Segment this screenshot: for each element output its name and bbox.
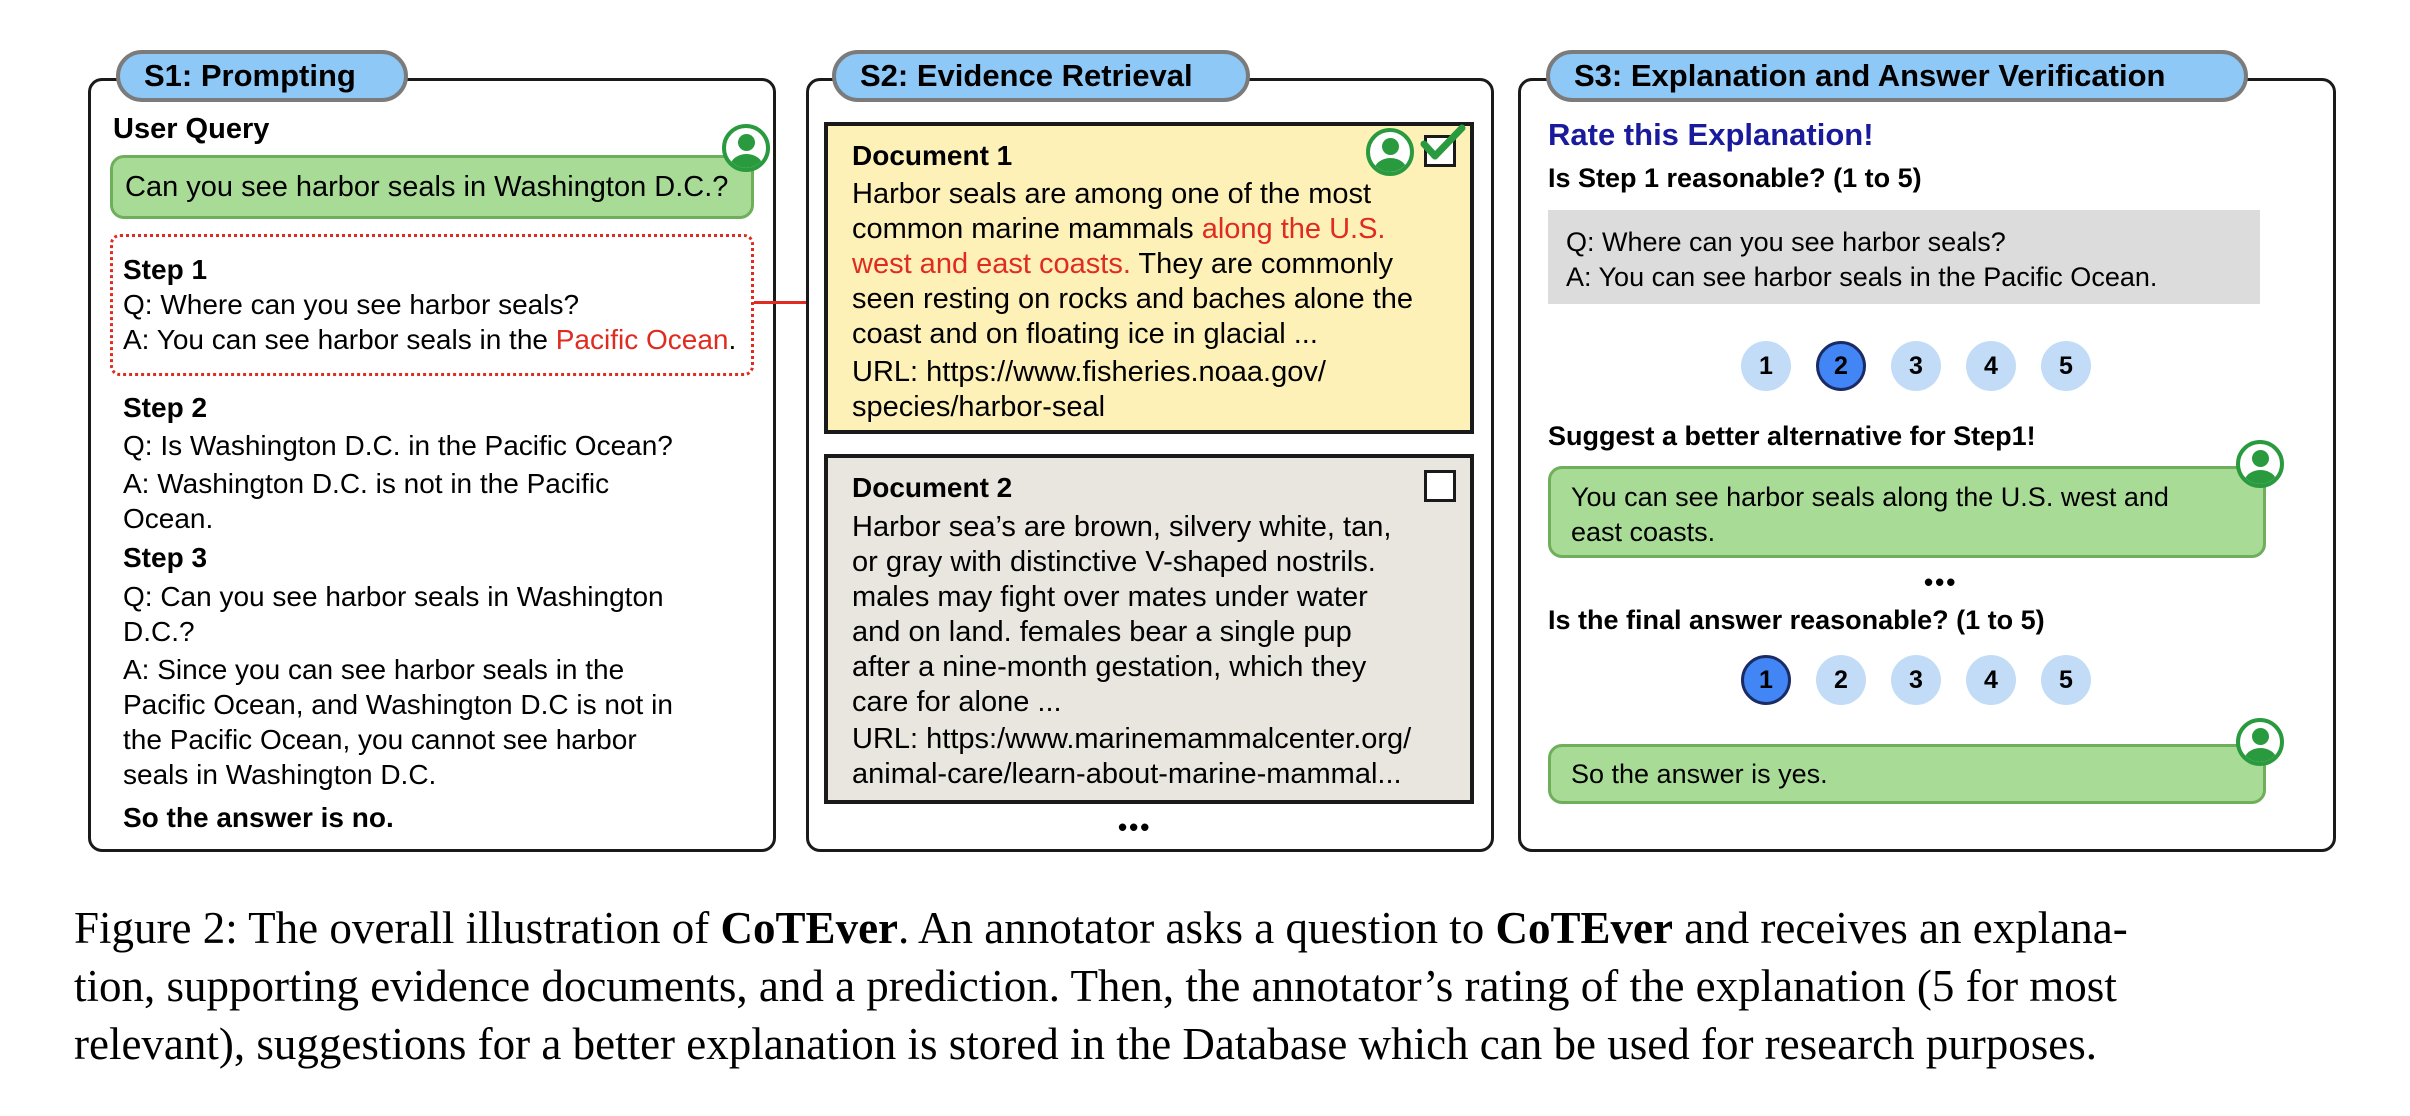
step3-answer-line: the Pacific Ocean, you cannot see harbor [123, 724, 637, 755]
caption-bold-term: CoTEver [720, 903, 899, 953]
user-query-label: User Query [113, 113, 270, 145]
answer-text: So the answer is yes. [1571, 759, 1828, 789]
suggestion-input[interactable] [1548, 466, 2266, 558]
document-1-line [852, 317, 1318, 352]
step1-answer [123, 322, 736, 357]
checkmark-icon [1420, 124, 1466, 164]
doc1-text: coast and on floating ice in glacial ... [852, 318, 1318, 350]
document-2-line: and on land. females bear a single pup [852, 616, 1352, 648]
user-avatar-icon [2236, 718, 2284, 766]
document-1-line [852, 212, 1385, 247]
step1-title: Step 1 [123, 254, 208, 285]
figure-caption-line: tion, supporting evidence documents, and a prediction. Then, the annotator’s rating of the explanation (5 for most [74, 961, 2117, 1011]
more-steps-ellipsis: ••• [1924, 567, 1958, 597]
step1-explanation-line: Q: Where can you see harbor seals? [1566, 227, 2006, 257]
document-2-line: males may fight over mates under water [852, 581, 1368, 613]
rating-option-2[interactable]: 2 [1816, 655, 1866, 705]
document-2-line: or gray with distinctive V-shaped nostrils. [852, 546, 1376, 578]
doc1-text: They are commonly [1130, 248, 1394, 280]
doc1-text: Harbor seals are among one of the most [852, 178, 1372, 210]
rating-option-1[interactable]: 1 [1741, 655, 1791, 705]
caption-text: Figure 2: The overall illustration of [74, 903, 721, 953]
rating-option-3[interactable]: 3 [1891, 341, 1941, 391]
step2-answer-line: A: Washington D.C. is not in the Pacific [123, 468, 610, 499]
caption-text: and receives an explana- [1672, 903, 2128, 953]
rating-option-1[interactable]: 1 [1741, 341, 1791, 391]
user-avatar-icon [1366, 128, 1414, 176]
step3-answer-line: Pacific Ocean, and Washington D.C is not in [123, 689, 673, 720]
step1-rating-question: Is Step 1 reasonable? (1 to 5) [1548, 163, 1922, 193]
document-2-title: Document 2 [852, 472, 1013, 503]
rating-option-3[interactable]: 3 [1891, 655, 1941, 705]
user-query-box [110, 155, 754, 219]
document-1-url[interactable] [852, 390, 1105, 425]
doc1-text: URL: https://www.fisheries.noaa.gov/ [852, 356, 1326, 388]
step2-title: Step 2 [123, 392, 208, 423]
document-1-line [852, 282, 1413, 317]
final-rating-question: Is the final answer reasonable? (1 to 5) [1548, 605, 2045, 635]
doc1-text: seen resting on rocks and baches alone the [852, 283, 1414, 315]
document-1-url[interactable] [852, 355, 1326, 390]
step1-answer-highlight: Pacific Ocean [555, 324, 729, 355]
rate-heading: Rate this Explanation! [1548, 117, 1874, 152]
doc1-highlight: west and east coasts. [852, 248, 1131, 280]
document-1-line [852, 177, 1371, 212]
document-2-url[interactable]: URL: https:/www.marinemammalcenter.org/ [852, 723, 1412, 755]
user-avatar-icon [2236, 440, 2284, 488]
step1-answer-suffix: . [728, 324, 737, 355]
rating-option-5[interactable]: 5 [2041, 655, 2091, 705]
document-2-line: Harbor sea’s are brown, silvery white, tan, [852, 511, 1392, 543]
step3-question-line: D.C.? [123, 616, 195, 647]
step1-question: Q: Where can you see harbor seals? [123, 289, 580, 320]
suggestion-line: east coasts. [1571, 517, 1716, 547]
rating-option-5[interactable]: 5 [2041, 341, 2091, 391]
step3-answer-line: A: Since you can see harbor seals in the [123, 654, 625, 685]
suggestion-line: You can see harbor seals along the U.S. west and [1571, 482, 2169, 512]
step3-answer-line: seals in Washington D.C. [123, 759, 437, 790]
step1-answer-prefix: A: You can see harbor seals in the [123, 324, 556, 355]
document-2-checkbox[interactable] [1424, 470, 1456, 502]
s2-title: S2: Evidence Retrieval [832, 50, 1250, 102]
step3-question-line: Q: Can you see harbor seals in Washington [123, 581, 664, 612]
caption-bold-term: CoTEver [1495, 903, 1673, 953]
step1-explanation-line: A: You can see harbor seals in the Pacific Ocean. [1566, 262, 2158, 292]
answer-box[interactable] [1548, 744, 2266, 804]
document-1-line [852, 247, 1393, 282]
caption-text: . An annotator asks a question to [898, 903, 1496, 953]
step2-question: Q: Is Washington D.C. in the Pacific Ocean? [123, 430, 673, 461]
user-avatar-icon [722, 124, 770, 172]
document-2-url[interactable]: animal-care/learn-about-marine-mammal... [852, 758, 1402, 790]
doc1-text: common marine mammals [852, 213, 1202, 245]
step2-answer-line: Ocean. [123, 503, 214, 534]
s1-title: S1: Prompting [116, 50, 408, 102]
more-documents-ellipsis[interactable]: ••• [1118, 812, 1152, 842]
s3-title: S3: Explanation and Answer Verification [1546, 50, 2248, 102]
rating-option-4[interactable]: 4 [1966, 655, 2016, 705]
figure-caption-line [74, 898, 2128, 958]
document-2-line: after a nine-month gestation, which they [852, 651, 1367, 683]
user-query-text: Can you see harbor seals in Washington D.C.? [125, 171, 729, 203]
document-1-title: Document 1 [852, 140, 1013, 171]
suggest-label: Suggest a better alternative for Step1! [1548, 421, 2036, 451]
final-answer: So the answer is no. [123, 802, 394, 833]
rating-option-4[interactable]: 4 [1966, 341, 2016, 391]
document-2-line: care for alone ... [852, 686, 1062, 718]
step3-title: Step 3 [123, 542, 208, 573]
figure-caption-line: relevant), suggestions for a better explanation is stored in the Database which can be used for research purposes. [74, 1019, 2098, 1069]
doc1-highlight: along the U.S. [1201, 213, 1386, 245]
doc1-text: species/harbor-seal [852, 391, 1106, 423]
rating-option-2[interactable]: 2 [1816, 341, 1866, 391]
